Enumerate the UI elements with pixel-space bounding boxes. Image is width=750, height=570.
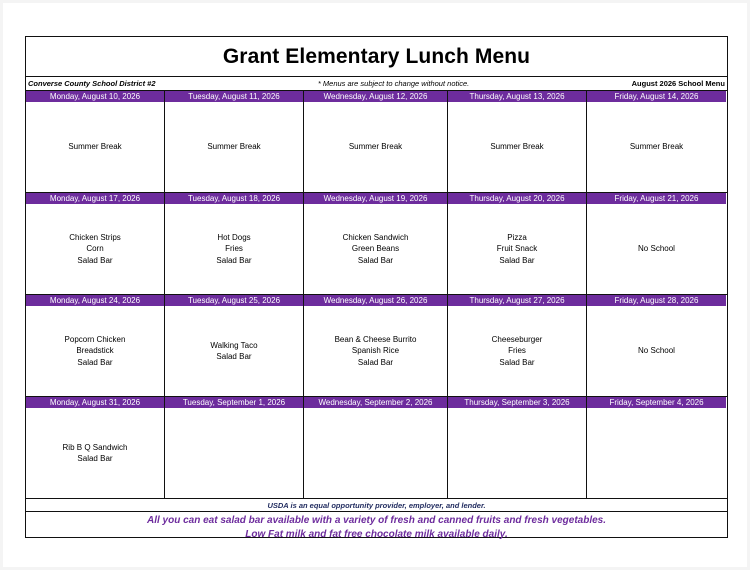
day-date-header: Tuesday, September 1, 2026 — [165, 397, 304, 408]
day-date-header: Thursday, August 27, 2026 — [448, 295, 587, 306]
day-date-header: Friday, September 4, 2026 — [587, 397, 726, 408]
day-date-header: Wednesday, August 19, 2026 — [304, 193, 448, 204]
menu-item: Salad Bar — [77, 454, 113, 463]
menu-items-row — [26, 408, 727, 499]
menu-item: Fruit Snack — [496, 244, 538, 254]
day-date-header: Tuesday, August 25, 2026 — [165, 295, 304, 306]
day-menu-cell — [165, 102, 304, 192]
day-menu-cell — [587, 102, 726, 192]
day-menu-cell — [304, 306, 448, 396]
day-date-header: Friday, August 28, 2026 — [587, 295, 726, 306]
day-date-header: Monday, August 10, 2026 — [26, 91, 165, 102]
day-date-header: Monday, August 31, 2026 — [26, 397, 165, 408]
menu-title: Grant Elementary Lunch Menu — [26, 37, 727, 77]
menu-item: Breadstick — [76, 346, 114, 356]
menu-item: Chicken Sandwich — [342, 232, 409, 242]
day-menu-cell — [304, 102, 448, 192]
date-header-row — [26, 295, 727, 306]
menu-item: Corn — [86, 244, 104, 254]
day-menu-cell — [26, 408, 165, 498]
menu-sheet — [3, 3, 747, 567]
menu-item: Salad Bar — [499, 357, 535, 367]
day-menu-cell — [165, 408, 304, 498]
menu-item: Hot Dogs — [217, 232, 251, 242]
menu-item: Summer Break — [68, 142, 122, 152]
day-menu-cell — [26, 306, 165, 396]
day-menu-cell — [587, 204, 726, 294]
menu-item: Fries — [508, 346, 526, 356]
day-menu-cell — [587, 306, 726, 396]
day-menu-cell — [26, 204, 165, 294]
menu-items-row — [26, 306, 727, 397]
day-date-header: Wednesday, September 2, 2026 — [304, 397, 448, 408]
menu-item: Summer Break — [490, 142, 544, 152]
day-date-header: Friday, August 14, 2026 — [587, 91, 726, 102]
milk-note: Low Fat milk and fat free chocolate milk available daily. — [245, 529, 508, 540]
week-block — [26, 295, 727, 397]
menu-item: Summer Break — [629, 142, 684, 152]
date-header-row — [26, 397, 727, 408]
menu-item: Salad Bar — [216, 255, 252, 265]
menu-item: No School — [638, 346, 675, 356]
menu-item: Chicken Strips — [69, 232, 121, 242]
menu-item: Salad Bar — [357, 357, 394, 367]
menu-item: Cheeseburger — [491, 334, 543, 344]
menu-item: Green Beans — [351, 244, 400, 254]
menu-calendar-grid — [26, 91, 727, 499]
menu-item: Salad Bar — [357, 255, 394, 265]
day-date-header: Monday, August 17, 2026 — [26, 193, 165, 204]
day-menu-cell — [448, 408, 587, 498]
menu-items-row — [26, 204, 727, 295]
day-menu-cell — [165, 204, 304, 294]
menu-frame — [25, 36, 728, 538]
week-block — [26, 397, 727, 499]
menu-item: Summer Break — [207, 142, 261, 152]
day-date-header: Tuesday, August 11, 2026 — [165, 91, 304, 102]
day-date-header: Thursday, August 20, 2026 — [448, 193, 587, 204]
change-notice: * Menus are subject to change without notice. — [317, 79, 470, 88]
day-date-header: Thursday, September 3, 2026 — [448, 397, 587, 408]
menu-item: Summer Break — [348, 142, 403, 152]
day-date-header: Friday, August 21, 2026 — [587, 193, 726, 204]
district-name: Converse County School District #2 — [28, 79, 156, 88]
day-menu-cell — [26, 102, 165, 192]
day-menu-cell — [448, 204, 587, 294]
day-date-header: Wednesday, August 12, 2026 — [304, 91, 448, 102]
day-menu-cell — [304, 204, 448, 294]
menu-item: Salad Bar — [77, 255, 113, 265]
menu-items-row — [26, 102, 727, 193]
menu-item: Salad Bar — [499, 255, 535, 265]
day-menu-cell — [587, 408, 726, 498]
menu-item: Popcorn Chicken — [64, 334, 126, 344]
menu-item: Walking Taco — [210, 340, 258, 350]
day-menu-cell — [304, 408, 448, 498]
menu-month-label: August 2026 School Menu — [631, 79, 725, 88]
date-header-row — [26, 193, 727, 204]
day-menu-cell — [165, 306, 304, 396]
week-block — [26, 91, 727, 193]
usda-statement: USDA is an equal opportunity provider, employer, and lender. — [26, 499, 727, 512]
menu-item: No School — [638, 244, 675, 254]
day-date-header: Tuesday, August 18, 2026 — [165, 193, 304, 204]
day-date-header: Monday, August 24, 2026 — [26, 295, 165, 306]
date-header-row — [26, 91, 727, 102]
day-date-header: Thursday, August 13, 2026 — [448, 91, 587, 102]
menu-item: Salad Bar — [77, 357, 113, 367]
day-menu-cell — [448, 102, 587, 192]
salad-bar-note: All you can eat salad bar available with a variety of fresh and canned fruits and fresh vegetables. — [146, 515, 607, 526]
menu-item: Pizza — [507, 232, 527, 242]
day-date-header: Wednesday, August 26, 2026 — [304, 295, 448, 306]
week-block — [26, 193, 727, 295]
menu-item: Spanish Rice — [351, 346, 400, 356]
menu-item: Rib B Q Sandwich — [62, 442, 128, 452]
menu-item: Fries — [225, 244, 243, 254]
menu-item: Salad Bar — [216, 352, 252, 361]
footer-notes — [26, 512, 727, 542]
day-menu-cell — [448, 306, 587, 396]
subheader-bar — [26, 77, 727, 91]
menu-item: Bean & Cheese Burrito — [334, 334, 417, 344]
